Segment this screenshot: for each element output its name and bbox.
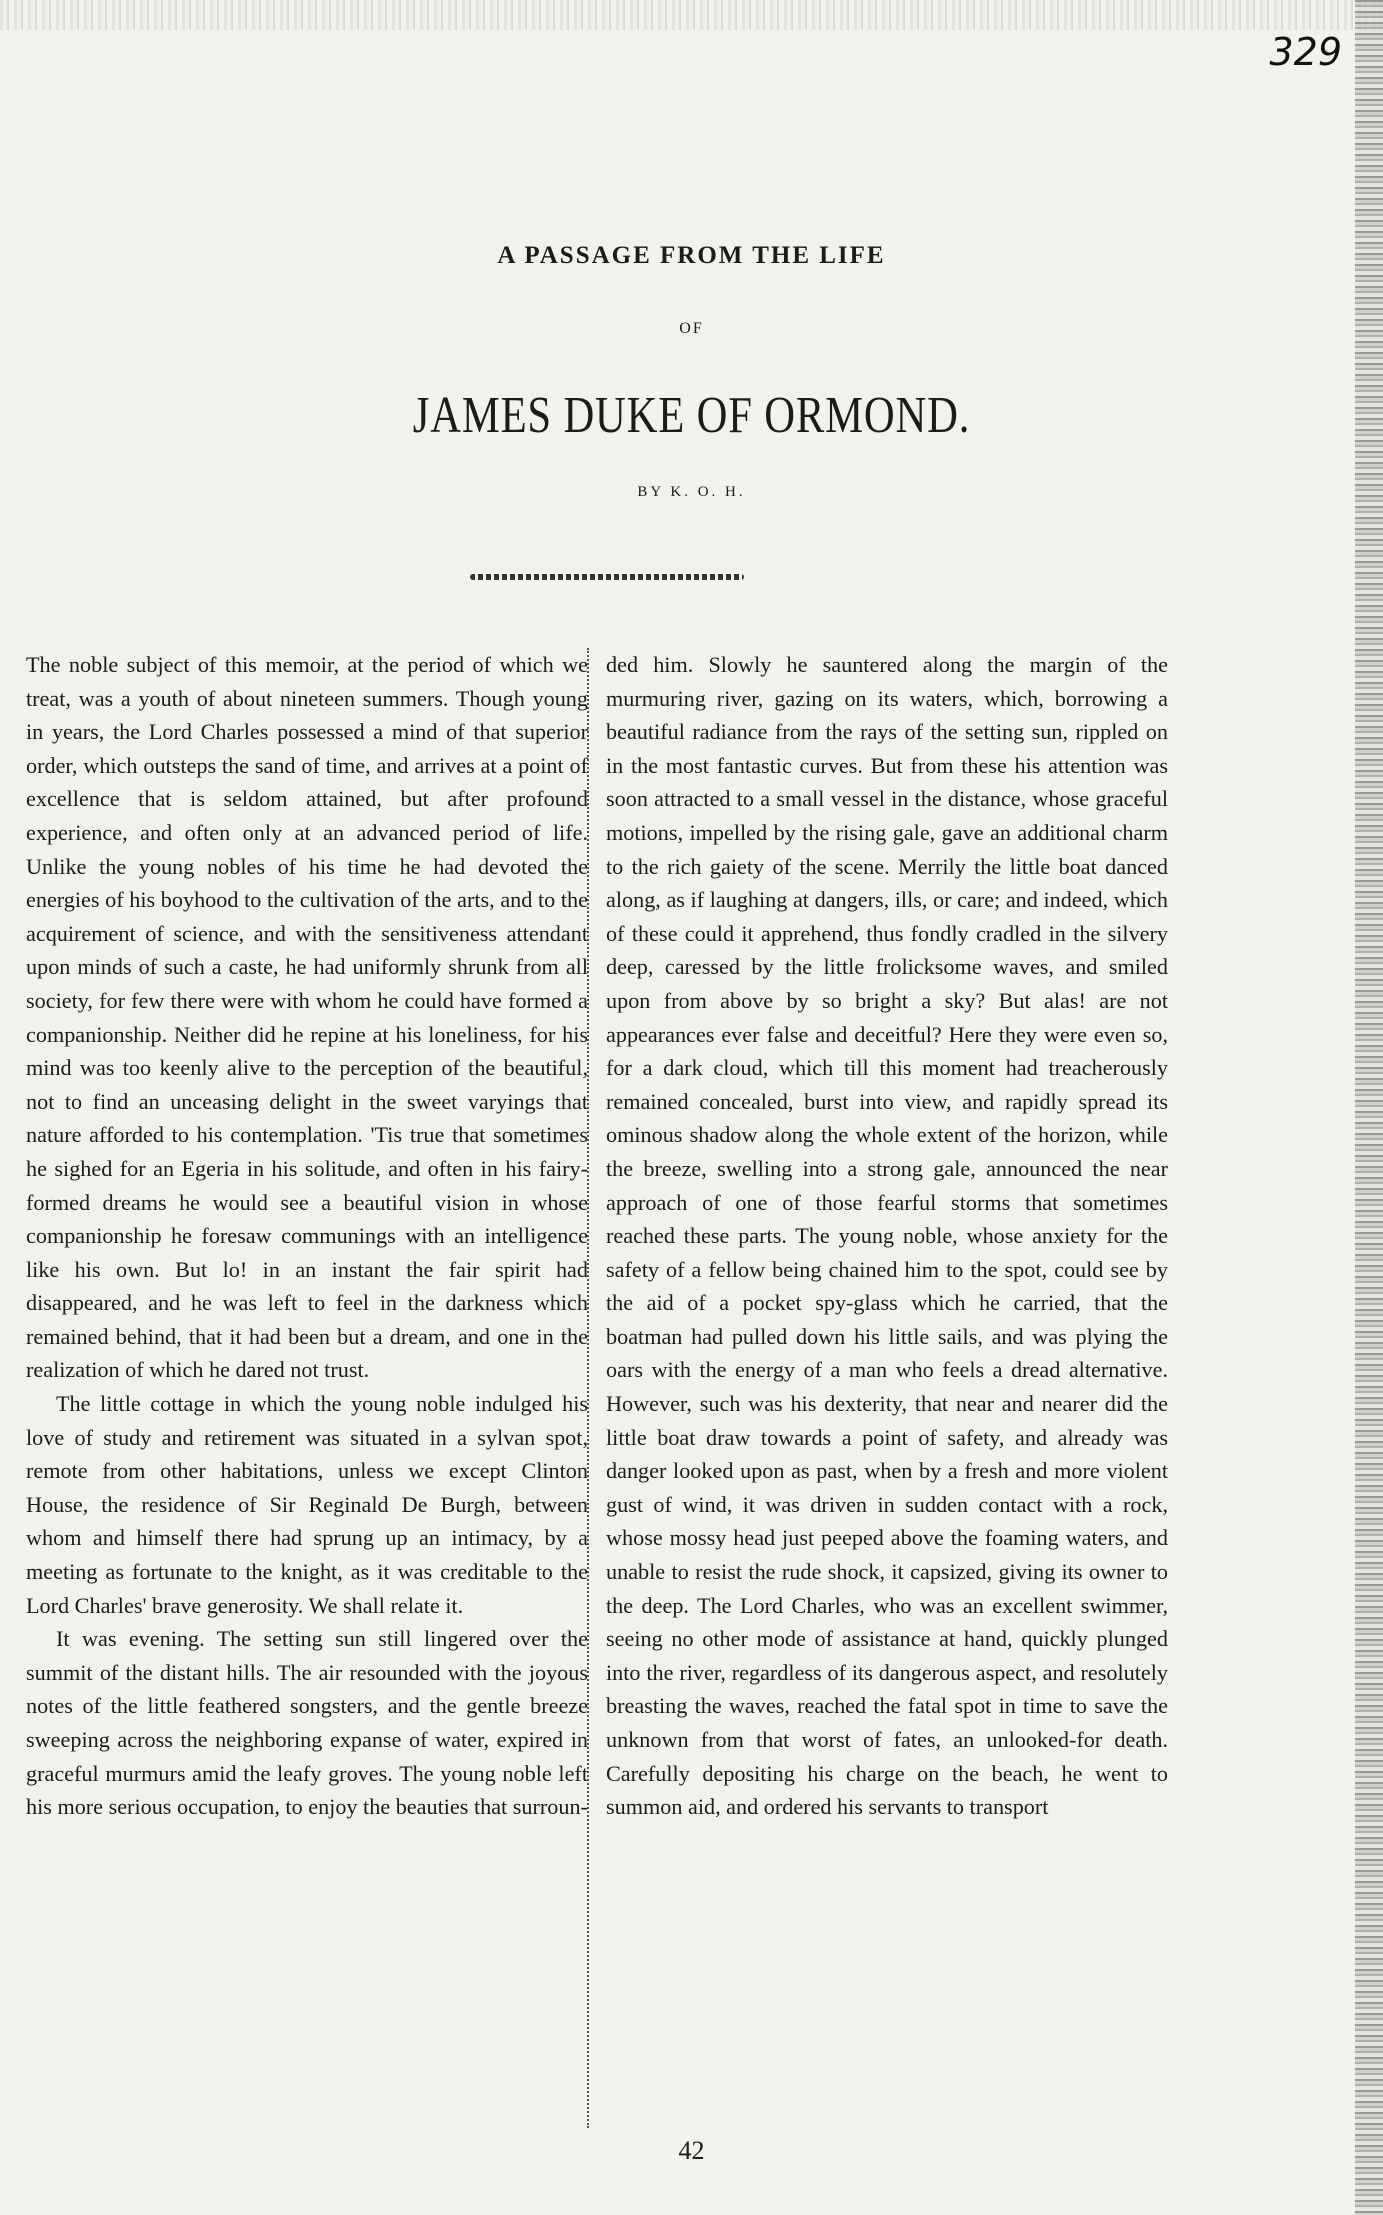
paragraph: It was evening. The setting sun still lingered over the summit of the distant hills. The air resounded with the joyous notes of the little feathered songsters, and the gentle breeze sweeping across the neighboring expanse of water, expired in graceful murmurs amid the leafy groves. The young noble left his more serious occupation, to enjoy the beauties that surroun-: [26, 1626, 588, 1820]
title-line-2: OF: [679, 320, 704, 337]
decorative-rule: [470, 574, 744, 580]
scan-noise-top: [0, 0, 1383, 30]
paragraph: The little cottage in which the young noble indulged his love of study and retirement was situated in a sylvan spot, remote from other habitations, unless we except Clinton House, the residence of Sir Reginald De Burgh, between whom and himself there had sprung up an intimacy, by a meeting as fortunate to the knight, as it was creditable to the Lord Charles' brave generosity. We shall relate it.: [26, 1391, 588, 1618]
printed-page-number: 42: [678, 2136, 705, 2165]
main-title: JAMES DUKE OF ORMOND.: [412, 387, 971, 444]
paragraph: The noble subject of this memoir, at the period of which we treat, was a youth of about nineteen summers. Though young in years, the Lord Charles possessed a mind of that superior order, which outsteps the sand of time, and arrives at a point of excellence that is seldom attained, but after profound experience, and often only at an advanced period of life. Unlike the young nobles of his time he had devoted the energies of his boyhood to the cultivation of the arts, and to the acquirement of science, and with the sensitiveness attendant upon minds of such a caste, he had uniformly shrunk from all society, for few there were with whom he could have formed a companionship. Neither did he repine at his loneliness, for his mind was too keenly alive to the perception of the beautiful, not to find an unceasing delight in the sweet varyings that nature afforded to his contemplation. 'Tis true that sometimes he sighed for an Egeria in his solitude, and often in his fairy-formed dreams he would see a beautiful vision in whose companionship he foresaw communings with an intelligence like his own. But lo! in an instant the fair spirit had disappeared, and he was left to feel in the darkness which remained behind, that it had been but a dream, and one in the realization of which he dared not trust.: [26, 652, 588, 1383]
byline: BY K. O. H.: [637, 484, 746, 500]
column-divider: [587, 648, 589, 2128]
left-column: [26, 648, 588, 1824]
title-line-1: A PASSAGE FROM THE LIFE: [497, 242, 886, 269]
handwritten-page-number: 329: [1269, 30, 1342, 74]
paragraph: ded him. Slowly he sauntered along the margin of the murmuring river, gazing on its waters, which, borrowing a beautiful radiance from the rays of the setting sun, rippled on in the most fantastic curves. But from these his attention was soon attracted to a small vessel in the distance, whose graceful motions, impelled by the rising gale, gave an additional charm to the rich gaiety of the scene. Merrily the little boat danced along, as if laughing at dangers, ills, or care; and indeed, which of these could it apprehend, thus fondly cradled in the silvery deep, caressed by the little frolicksome waves, and smiled upon from above by so bright a sky? But alas! are not appearances ever false and deceitful? Here they were even so, for a dark cloud, which till this moment had treacherously remained concealed, burst into view, and rapidly spread its ominous shadow along the whole extent of the horizon, while the breeze, swelling into a strong gale, announced the near approach of one of those fearful storms that sometimes reached these parts. The young noble, whose anxiety for the safety of a fellow being chained him to the spot, could see by the aid of a pocket spy-glass which he carried, that the boatman had pulled down his little sails, and was plying the oars with the energy of a man who feels a dread alternative. However, such was his dexterity, that near and nearer did the little boat draw towards a point of safety, and already was danger looked upon as past, when by a fresh and more violent gust of wind, it was driven in sudden contact with a rock, whose mossy head just peeped above the foaming waters, and unable to resist the rude shock, it capsized, giving its owner to the deep. The Lord Charles, who was an excellent swimmer, seeing no other mode of assistance at hand, quickly plunged into the river, regardless of its dangerous aspect, and resolutely breasting the waves, reached the fatal spot in time to save the unknown from that worst of fates, an unlooked-for death. Carefully depositing his charge on the beach, he went to summon aid, and ordered his servants to transport: [606, 652, 1168, 1820]
right-column: [606, 648, 1168, 1824]
